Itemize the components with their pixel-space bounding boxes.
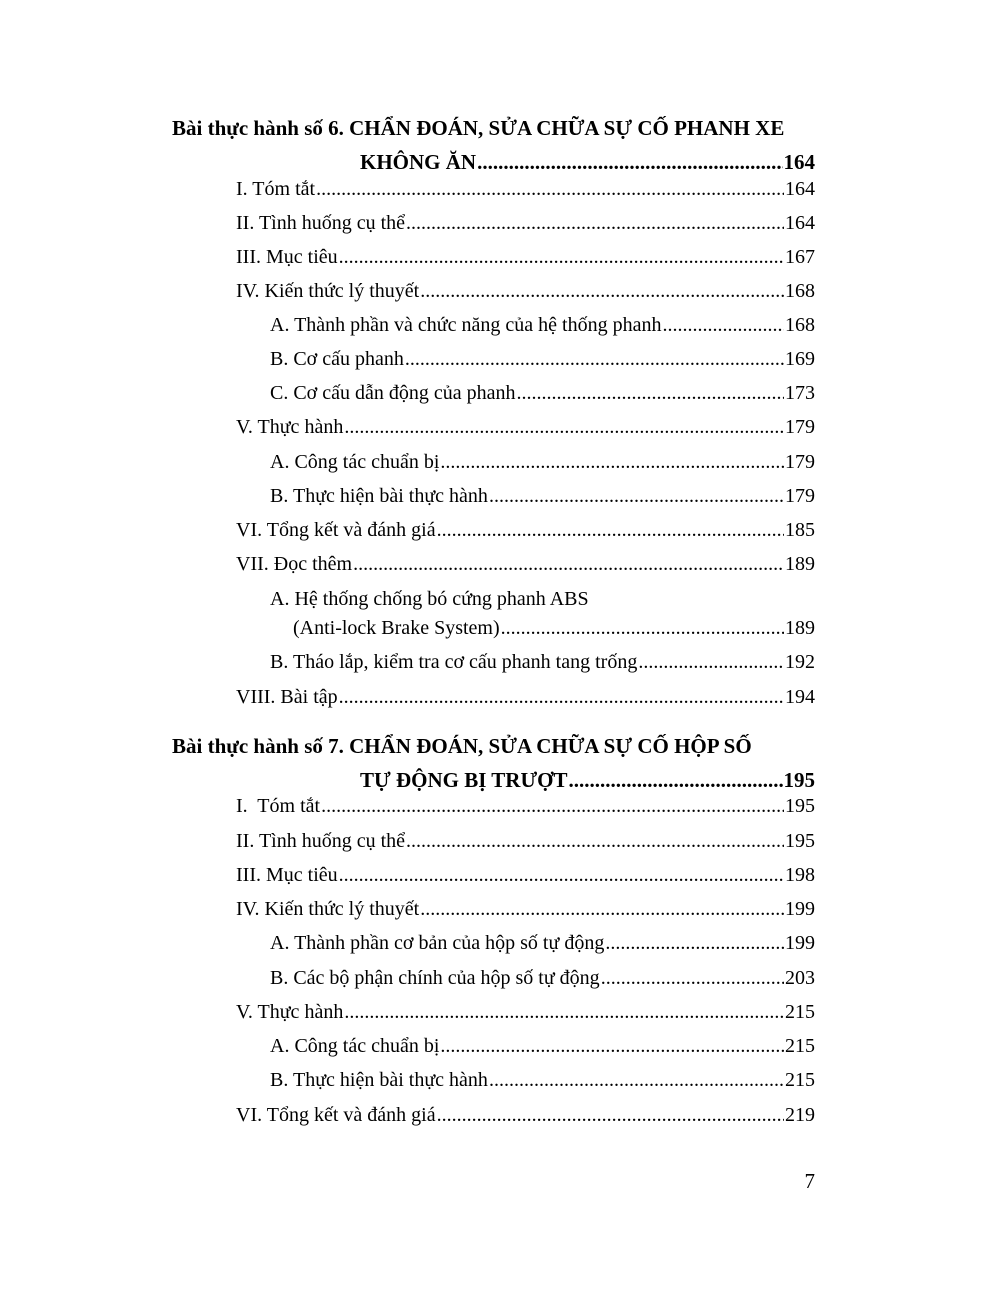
toc-entry-page: 189 <box>785 553 815 575</box>
toc-entry-label: VIII. Bài tập <box>236 686 338 708</box>
dot-leader <box>339 240 784 274</box>
toc-entry-page: 185 <box>785 519 815 541</box>
section-page-number: 164 <box>783 150 815 174</box>
toc-entry-page: 167 <box>785 246 815 268</box>
toc-entry-label: IV. Kiến thức lý thuyết <box>236 898 420 920</box>
dot-leader <box>344 995 784 1029</box>
toc-entry-page: 179 <box>785 485 815 507</box>
dot-leader <box>339 680 784 714</box>
dot-leader <box>420 892 784 926</box>
toc-entry[interactable] <box>270 308 815 342</box>
toc-entry-label: C. Cơ cấu dẫn động của phanh <box>270 382 516 404</box>
toc-entry-label: I. Tóm tắt <box>236 795 321 817</box>
toc-entry[interactable] <box>236 172 815 206</box>
toc-entry-page: 192 <box>785 651 815 673</box>
section-title-text: TỰ ĐỘNG BỊ TRƯỢT <box>360 768 568 792</box>
toc-entry[interactable] <box>270 376 815 410</box>
toc-entry-page: 179 <box>785 416 815 438</box>
toc-entry[interactable] <box>270 342 815 376</box>
section-page-number: 195 <box>783 768 815 792</box>
toc-entry-label: B. Các bộ phận chính của hộp số tự động <box>270 967 600 989</box>
toc-entry-page: 215 <box>785 1069 815 1091</box>
toc-entry-page: 169 <box>785 348 815 370</box>
toc-entry-label: B. Cơ cấu phanh <box>270 348 404 370</box>
toc-entry-page: 215 <box>785 1035 815 1057</box>
toc-entry[interactable] <box>236 547 815 581</box>
toc-entry[interactable] <box>270 645 815 679</box>
toc-entry[interactable] <box>236 680 815 714</box>
toc-entry[interactable] <box>270 1063 815 1097</box>
dot-leader <box>489 479 784 513</box>
toc-entry-label: A. Công tác chuẩn bị <box>270 451 440 473</box>
toc-entry-label: VI. Tổng kết và đánh giá <box>236 1104 436 1126</box>
toc-entry-page: 198 <box>785 864 815 886</box>
toc-entry-label: VI. Tổng kết và đánh giá <box>236 519 436 541</box>
toc-entry-label: B. Tháo lắp, kiểm tra cơ cấu phanh tang trống <box>270 651 638 673</box>
toc-entry-page: 195 <box>785 795 815 817</box>
dot-leader <box>437 1098 784 1132</box>
toc-entry-label: B. Thực hiện bài thực hành <box>270 485 488 507</box>
toc-entry-label: A. Thành phần cơ bản của hộp số tự động <box>270 932 605 954</box>
toc-entry[interactable] <box>236 206 815 240</box>
toc-entry[interactable] <box>236 410 815 444</box>
toc-entry-page: 164 <box>785 212 815 234</box>
dot-leader <box>662 308 784 342</box>
toc-entry[interactable] <box>236 1098 815 1132</box>
toc-entry-label: A. Thành phần và chức năng của hệ thống phanh <box>270 314 662 336</box>
toc-entry-label: IV. Kiến thức lý thuyết <box>236 280 420 302</box>
dot-leader <box>406 206 784 240</box>
dot-leader <box>489 1063 784 1097</box>
dot-leader <box>339 858 784 892</box>
section-title[interactable] <box>172 729 815 797</box>
toc-entry-page: 195 <box>785 830 815 852</box>
toc-entry-label: I. Tóm tắt <box>236 178 316 200</box>
toc-entry[interactable] <box>236 858 815 892</box>
toc-entry-page: 194 <box>785 686 815 708</box>
toc-entry-label: III. Mục tiêu <box>236 246 338 268</box>
toc-entry[interactable] <box>270 926 815 960</box>
toc-entry-page: 199 <box>785 898 815 920</box>
dot-leader <box>420 274 784 308</box>
toc-entry-page: 173 <box>785 382 815 404</box>
toc-entry-page: 168 <box>785 280 815 302</box>
dot-leader <box>437 513 784 547</box>
dot-leader <box>405 342 784 376</box>
toc-entry-label: V. Thực hành <box>236 1001 344 1023</box>
toc-entry[interactable] <box>236 274 815 308</box>
toc-entry-page: 189 <box>785 617 815 639</box>
dot-leader <box>601 961 784 995</box>
toc-entry[interactable] <box>236 240 815 274</box>
dot-leader <box>440 1029 784 1063</box>
toc-entry[interactable] <box>236 892 815 926</box>
toc-entry-label-line1[interactable]: A. Hệ thống chống bó cứng phanh ABS <box>270 588 589 610</box>
toc-entry-label: (Anti-lock Brake System) <box>293 617 500 639</box>
dot-leader <box>605 926 784 960</box>
page-number: 7 <box>804 1169 815 1193</box>
toc-entry-page: 164 <box>785 178 815 200</box>
toc-entry[interactable] <box>236 513 815 547</box>
dot-leader <box>406 824 784 858</box>
section-title-line1: Bài thực hành số 6. CHẨN ĐOÁN, SỬA CHỮA SỰ CỐ PHANH XE <box>172 116 785 140</box>
toc-entry[interactable] <box>236 789 815 823</box>
toc-entry[interactable] <box>293 611 815 645</box>
toc-entry-label: II. Tình huống cụ thể <box>236 830 406 852</box>
toc-entry-page: 168 <box>785 314 815 336</box>
section-title-text: KHÔNG ĂN <box>360 150 477 174</box>
dot-leader <box>501 611 784 645</box>
toc-entry[interactable] <box>270 1029 815 1063</box>
toc-entry-label: B. Thực hiện bài thực hành <box>270 1069 488 1091</box>
dot-leader <box>321 789 784 823</box>
dot-leader <box>344 410 784 444</box>
toc-entry-label: A. Công tác chuẩn bị <box>270 1035 440 1057</box>
toc-entry[interactable] <box>236 824 815 858</box>
section-title[interactable] <box>172 111 815 179</box>
toc-entry[interactable] <box>270 445 815 479</box>
toc-entry[interactable] <box>270 479 815 513</box>
toc-entry-page: 215 <box>785 1001 815 1023</box>
dot-leader <box>440 445 784 479</box>
toc-entry-page: 219 <box>785 1104 815 1126</box>
toc-entry-label: VII. Đọc thêm <box>236 553 353 575</box>
dot-leader <box>353 547 784 581</box>
toc-entry-label: V. Thực hành <box>236 416 344 438</box>
dot-leader <box>638 645 784 679</box>
toc-entry-label: II. Tình huống cụ thể <box>236 212 406 234</box>
toc-entry-page: 199 <box>785 932 815 954</box>
toc-entry-page: 179 <box>785 451 815 473</box>
toc-entry-page: 203 <box>785 967 815 989</box>
section-title-line1: Bài thực hành số 7. CHẨN ĐOÁN, SỬA CHỮA SỰ CỐ HỘP SỐ <box>172 734 752 758</box>
toc-entry[interactable] <box>236 995 815 1029</box>
dot-leader <box>316 172 784 206</box>
toc-entry[interactable] <box>270 961 815 995</box>
dot-leader <box>517 376 784 410</box>
toc-entry-label: III. Mục tiêu <box>236 864 338 886</box>
